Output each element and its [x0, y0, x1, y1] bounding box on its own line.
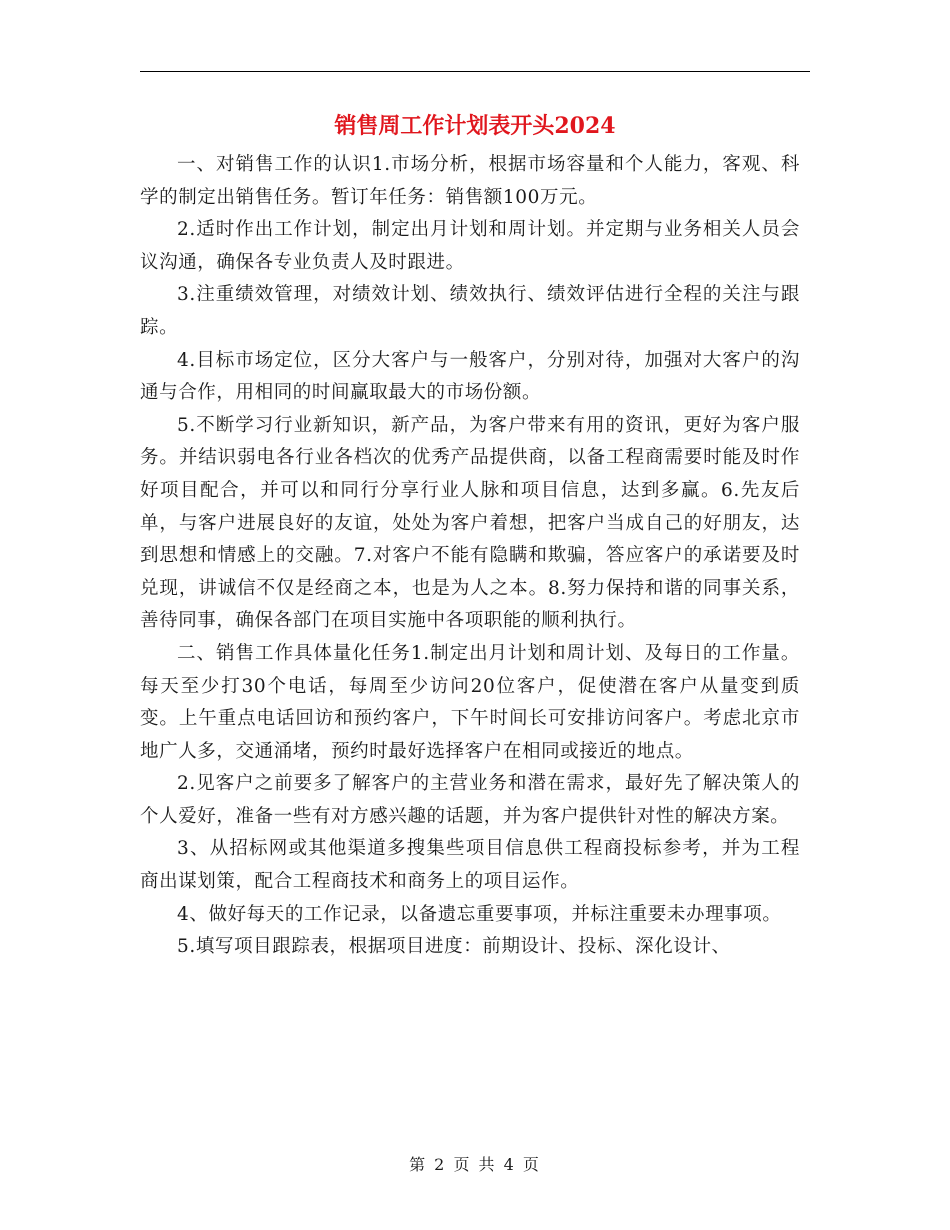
paragraph: 3、从招标网或其他渠道多搜集些项目信息供工程商投标参考，并为工程商出谋划策，配合工程商技术和商务上的项目运作。 [140, 838, 800, 893]
header-rule [140, 71, 810, 72]
page-number: 第 2 页 共 4 页 [409, 1155, 541, 1174]
paragraph: 二、销售工作具体量化任务1.制定出月计划和周计划、及每日的工作量。每天至少打30个电话，每周至少访问20位客户，促使潜在客户从量变到质变。上午重点电话回访和预约客户，下午时间长可安排访问客户。考虑北京市地广人多，交通涌堵，预约时最好选择客户在相同或接近的地点。 [140, 642, 800, 762]
document-title: 销售周工作计划表开头2024 [334, 113, 616, 139]
paragraph: 2.适时作出工作计划，制定出月计划和周计划。并定期与业务相关人员会议沟通，确保各专业负责人及时跟进。 [140, 219, 800, 273]
paragraph: 一、对销售工作的认识1.市场分析，根据市场容量和个人能力，客观、科学的制定出销售任务。暂订年任务：销售额100万元。 [140, 154, 800, 208]
document-body [140, 149, 800, 964]
paragraph: 5.不断学习行业新知识，新产品，为客户带来有用的资讯，更好为客户服务。并结识弱电各行业各档次的优秀产品提供商，以备工程商需要时能及时作好项目配合，并可以和同行分享行业人脉和项目信息，达到多赢。6.先友后单，与客户进展良好的友谊，处处为客户着想，把客户当成自己的好朋友，达到思想和情感上的交融。7.对客户不能有隐瞒和欺骗，答应客户的承诺要及时兑现，讲诚信不仅是经商之本，也是为人之本。8.努力保持和谐的同事关系，善待同事，确保各部门在项目实施中各项职能的顺利执行。 [140, 414, 800, 632]
paragraph: 4、做好每天的工作记录，以备遗忘重要事项，并标注重要未办理事项。 [177, 903, 782, 925]
paragraph: 3.注重绩效管理，对绩效计划、绩效执行、绩效评估进行全程的关注与跟踪。 [140, 284, 800, 338]
paragraph: 5.填写项目跟踪表，根据项目进度：前期设计、投标、深化设计、 [177, 936, 731, 958]
paragraph: 2.见客户之前要多了解客户的主营业务和潜在需求，最好先了解决策人的个人爱好，准备一些有对方感兴趣的话题，并为客户提供针对性的解决方案。 [140, 773, 800, 827]
paragraph: 4.目标市场定位，区分大客户与一般客户，分别对待，加强对大客户的沟通与合作，用相同的时间赢取最大的市场份额。 [140, 349, 800, 404]
